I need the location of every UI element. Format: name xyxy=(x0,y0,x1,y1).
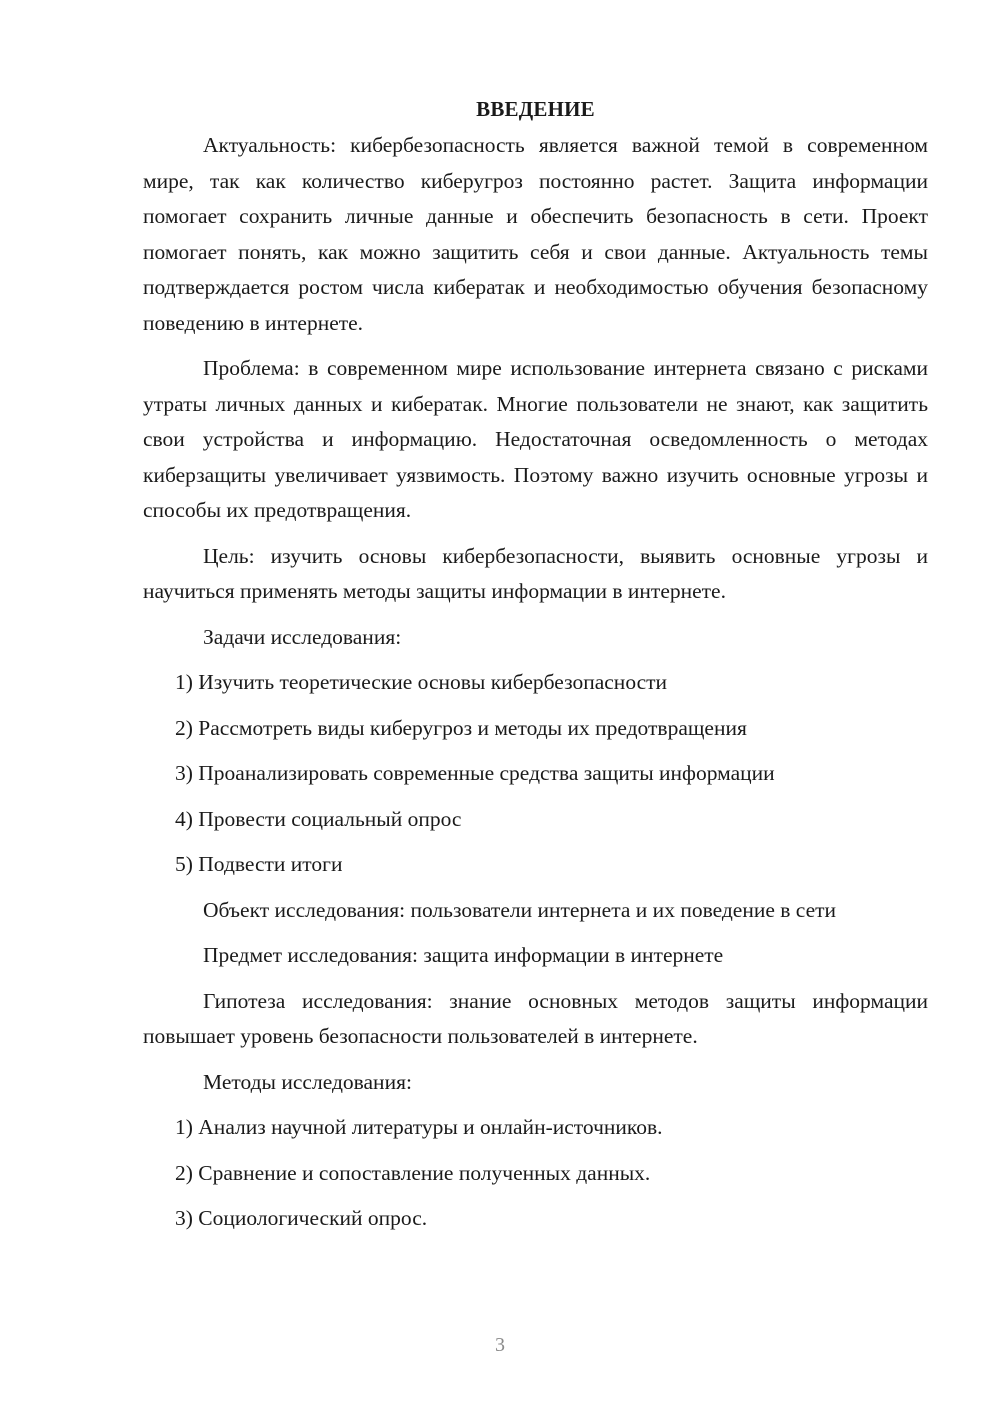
method-item: 1) Анализ научной литературы и онлайн-источников. xyxy=(175,1115,663,1139)
task-item: 5) Подвести итоги xyxy=(175,852,343,876)
task-item: 1) Изучить теоретические основы кибербезопасности xyxy=(175,670,668,694)
task-item: 4) Провести социальный опрос xyxy=(175,806,462,831)
page-number: 3 xyxy=(495,1334,505,1356)
object-paragraph: Объект исследования: пользователи интернета и их поведение в сети xyxy=(203,897,837,922)
page-title: ВВЕДЕНИЕ xyxy=(476,97,595,121)
tasks-label: Задачи исследования: xyxy=(203,624,402,649)
task-item: 2) Рассмотреть виды киберугроз и методы их предотвращения xyxy=(175,715,747,740)
hypothesis-paragraph: Гипотеза исследования: знание основных методов защиты информации повышает уровень безопасности пользователей в интернете. xyxy=(143,988,928,1048)
task-item: 3) Проанализировать современные средства защиты информации xyxy=(175,761,775,785)
methods-label: Методы исследования: xyxy=(203,1069,412,1094)
method-item: 3) Социологический опрос. xyxy=(175,1206,428,1230)
method-item: 2) Сравнение и сопоставление полученных данных. xyxy=(175,1160,651,1185)
relevance-paragraph: Актуальность: кибербезопасность является важной темой в современном мире, так как количество киберугроз постоянно растет. Защита информации помогает сохранить личные данные и обеспечить безопасность в сети. Проект помогает понять, как можно защитить себя и свои данные. Актуальность темы подтверждается ростом числа кибератак и необходимостью обучения безопасному поведению в интернете. xyxy=(143,133,928,335)
document-page xyxy=(143,90,928,1237)
problem-paragraph: Проблема: в современном мире использование интернета связано с рисками утраты личных данных и кибератак. Многие пользователи не знают, как защитить свои устройства и информацию. Недостаточная осведомленность о методах киберзащиты увеличивает уязвимость. Поэтому важно изучить основные угрозы и способы их предотвращения. xyxy=(143,356,928,522)
subject-paragraph: Предмет исследования: защита информации в интернете xyxy=(203,943,724,967)
goal-paragraph: Цель: изучить основы кибербезопасности, выявить основные угрозы и научиться применять методы защиты информации в интернете. xyxy=(143,543,928,603)
